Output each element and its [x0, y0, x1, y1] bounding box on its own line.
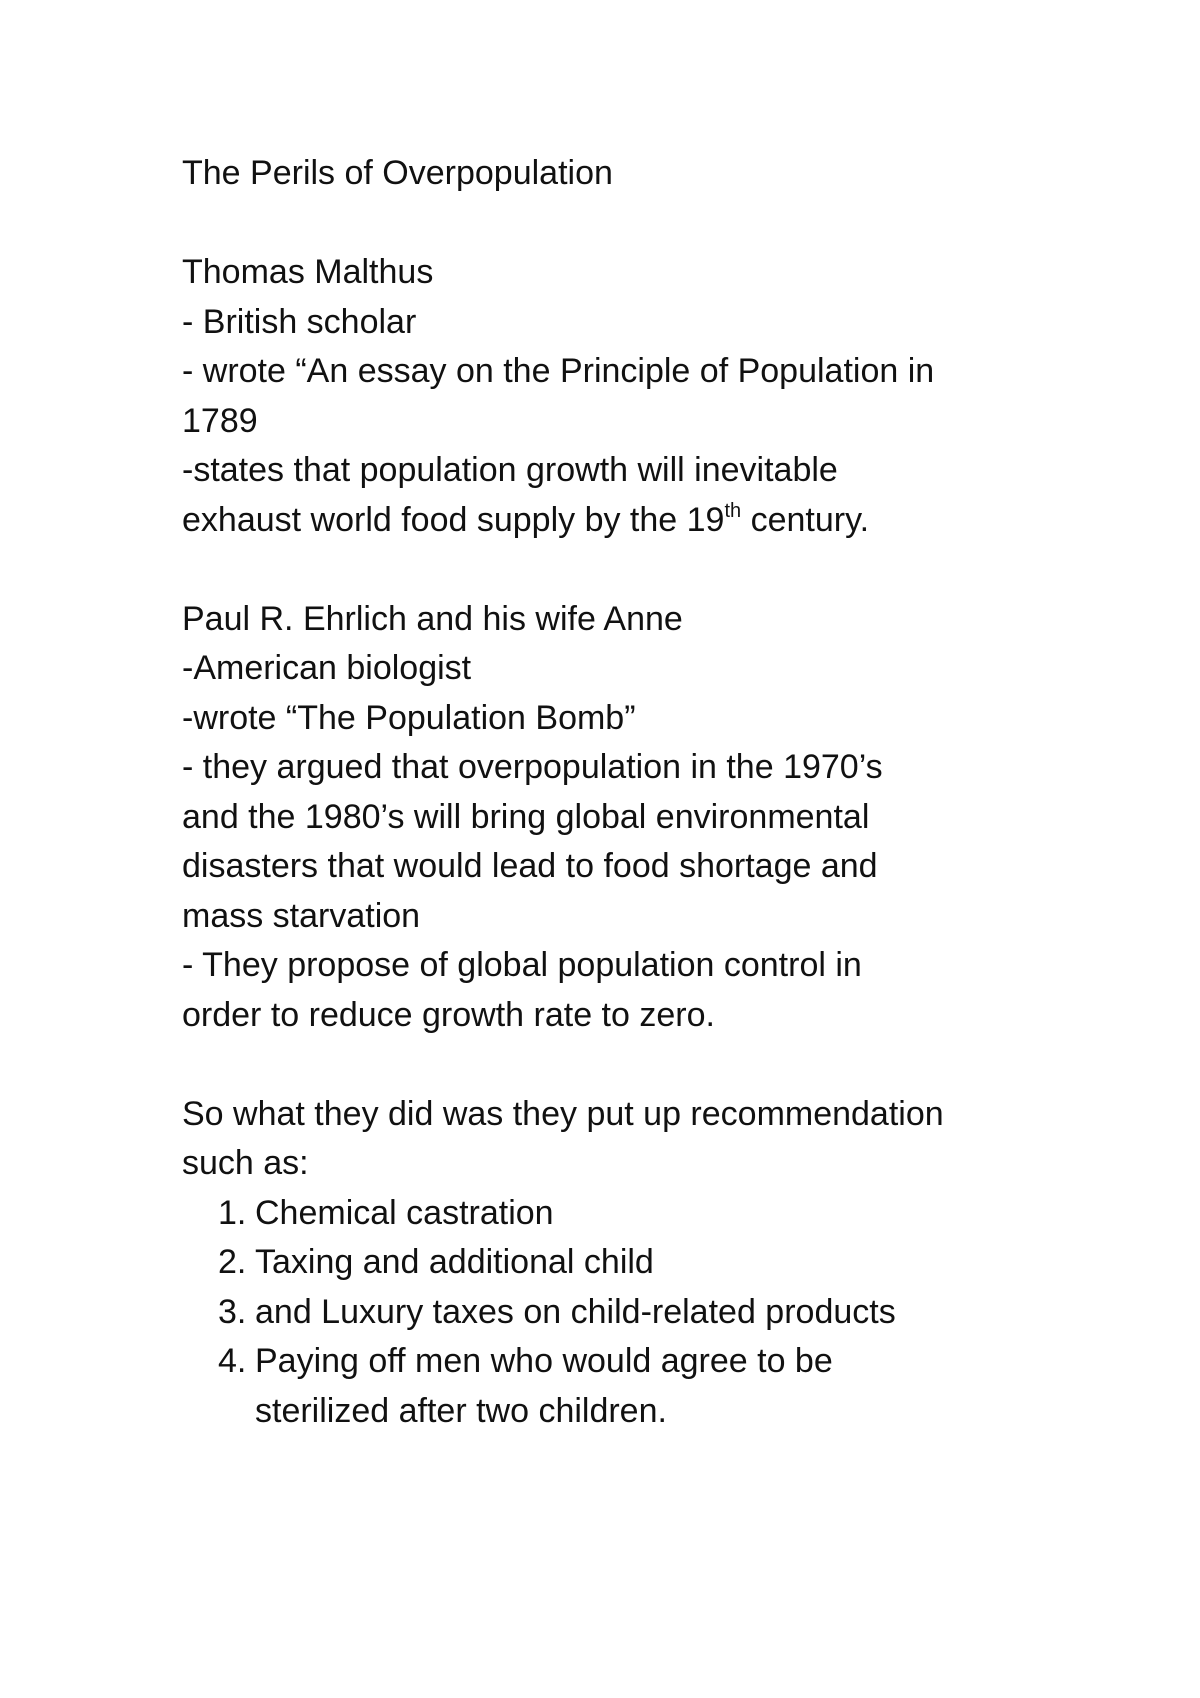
recommendations-intro-line: such as:	[182, 1144, 309, 1182]
section-recommendations	[182, 1090, 1062, 1437]
recommendations-intro-line: So what they did was they put up recommendation	[182, 1094, 944, 1133]
document-body	[182, 149, 1062, 1436]
section-malthus	[182, 248, 1062, 545]
line-text: century.	[741, 500, 870, 539]
section-line: - wrote “An essay on the Principle of Population in	[182, 352, 935, 390]
list-item-text: Taxing and additional child	[255, 1243, 654, 1281]
section-line: - They propose of global population control in	[182, 946, 862, 984]
list-item-number: 4.	[218, 1342, 247, 1380]
list-item-number: 2.	[218, 1243, 247, 1281]
section-line: -wrote “The Population Bomb”	[182, 698, 636, 737]
section-heading: Thomas Malthus	[182, 253, 434, 291]
section-heading: Paul R. Ehrlich and his wife Anne	[182, 599, 683, 638]
list-item-text: and Luxury taxes on child-related products	[255, 1292, 896, 1331]
recommendations-list	[182, 1189, 1062, 1437]
section-line: - they argued that overpopulation in the 1970’s	[182, 748, 883, 786]
section-line: mass starvation	[182, 896, 421, 935]
list-item	[182, 1189, 1062, 1239]
section-ehrlich	[182, 595, 1062, 1041]
section-line: - British scholar	[182, 302, 417, 341]
section-line: order to reduce growth rate to zero.	[182, 995, 715, 1034]
blank-line	[182, 1040, 1062, 1090]
list-item-number: 1.	[218, 1193, 247, 1232]
section-line: disasters that would lead to food shortage and	[182, 847, 878, 885]
list-item	[182, 1337, 1062, 1436]
list-item-text: Paying off men who would agree to be	[255, 1342, 833, 1380]
list-item-text: sterilized after two children.	[255, 1391, 667, 1430]
blank-line	[182, 545, 1062, 595]
section-line: -states that population growth will inevitable	[182, 451, 838, 489]
blank-line	[182, 199, 1062, 249]
list-item-text: Chemical castration	[255, 1193, 554, 1232]
superscript: th	[724, 499, 742, 522]
document-title: The Perils of Overpopulation	[182, 154, 613, 192]
line-text: exhaust world food supply by the 19	[182, 500, 725, 539]
section-line: 1789	[182, 401, 258, 440]
list-item	[182, 1238, 1062, 1288]
section-line: and the 1980’s will bring global environmental	[182, 797, 870, 836]
list-item-number: 3.	[218, 1292, 247, 1331]
section-line: -American biologist	[182, 649, 472, 687]
section-line-with-superscript	[182, 496, 1062, 546]
list-item	[182, 1288, 1062, 1338]
